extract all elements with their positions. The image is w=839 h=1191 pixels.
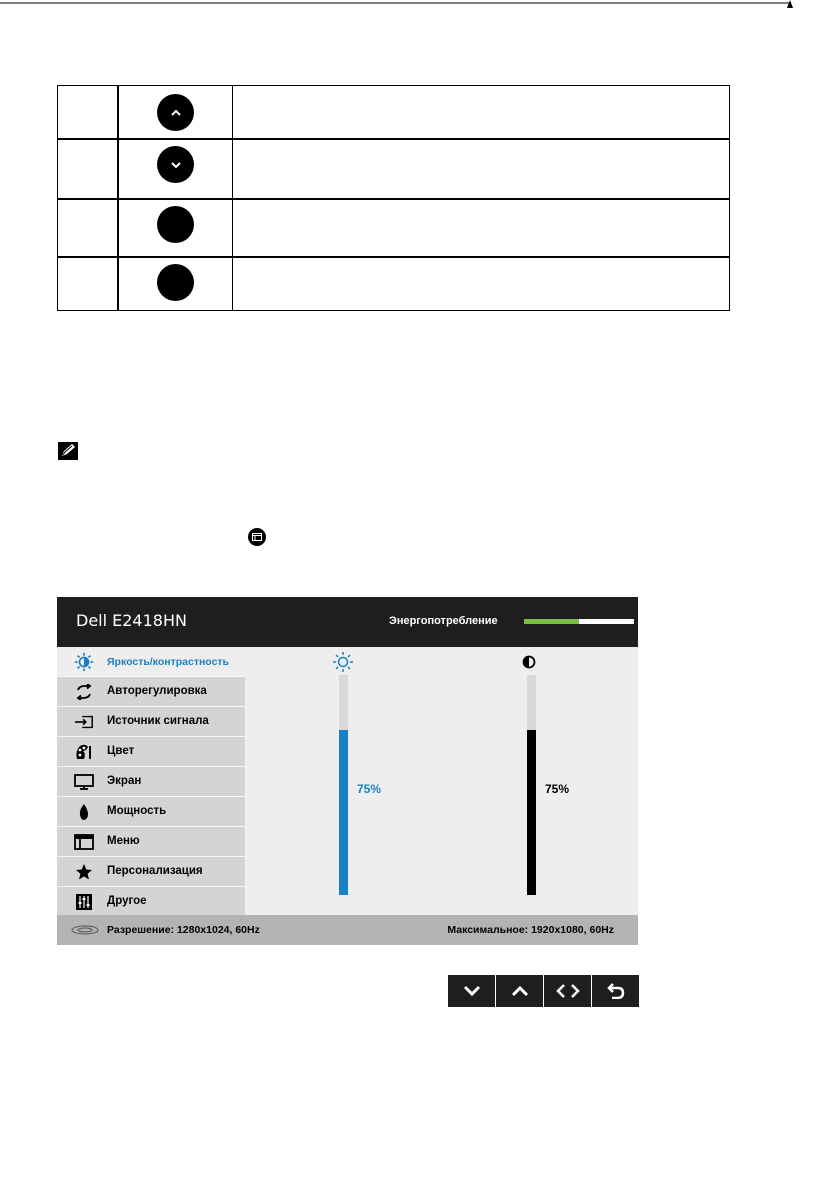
table-row [57, 138, 730, 198]
other-icon [74, 893, 94, 911]
menu-item-label: Источник сигнала [107, 715, 209, 727]
back-nav-button[interactable] [592, 975, 639, 1007]
menu-item-label: Меню [107, 835, 140, 847]
contrast-value: 75% [545, 782, 570, 796]
menu-item-menu[interactable] [57, 827, 245, 857]
sun-icon [332, 652, 354, 672]
back-icon [607, 983, 625, 999]
menu-item-label: Авторегулировка [107, 685, 207, 697]
menu-item-label: Другое [107, 895, 147, 907]
osd-menu [57, 647, 245, 917]
menu-item-label: Цвет [107, 745, 135, 757]
ok-button [157, 206, 194, 243]
up-nav-button[interactable] [496, 975, 543, 1007]
brightness-fill [339, 730, 348, 895]
menu-item-color[interactable] [57, 737, 245, 767]
brightness-contrast-icon [74, 653, 94, 671]
control-buttons-table [57, 85, 730, 311]
contrast-icon [522, 655, 536, 669]
menu-item-personalize[interactable] [57, 857, 245, 887]
color-icon [74, 743, 94, 761]
menu-icon [74, 833, 94, 851]
osd-nav-buttons [448, 975, 639, 1007]
menu-item-display[interactable] [57, 767, 245, 797]
contrast-fill [527, 730, 536, 895]
menu-item-power[interactable] [57, 797, 245, 827]
back-button [157, 264, 194, 301]
resolution-icon [71, 925, 99, 935]
power-icon [74, 803, 94, 821]
osd-footer [57, 915, 638, 945]
osd-header [57, 597, 638, 647]
table-row [57, 256, 730, 311]
brightness-slider[interactable] [339, 675, 348, 895]
energy-label: Энергопотребление [389, 615, 498, 627]
down-nav-button[interactable] [448, 975, 495, 1007]
table-row [57, 198, 730, 256]
menu-item-other[interactable] [57, 887, 245, 917]
note-pencil-icon [57, 441, 79, 461]
contrast-slider[interactable] [527, 675, 536, 895]
chevron-up-icon [169, 106, 183, 120]
chevron-up-icon [510, 984, 530, 998]
brightness-value: 75% [357, 782, 382, 796]
menu-item-auto-adjust[interactable] [57, 677, 245, 707]
input-source-icon [74, 713, 94, 731]
menu-item-label: Яркость/контрастность [107, 656, 230, 668]
table-row [57, 85, 730, 138]
left-right-icon [555, 983, 581, 999]
energy-meter [524, 619, 634, 624]
chevron-down-icon [462, 984, 482, 998]
menu-item-brightness-contrast[interactable] [57, 647, 245, 677]
chevron-down-icon [169, 158, 183, 172]
display-icon [74, 773, 94, 791]
menu-item-label: Мощность [107, 805, 167, 817]
menu-item-label: Персонализация [107, 865, 203, 877]
star-icon [74, 863, 94, 881]
menu-button-icon [248, 528, 266, 546]
menu-item-input-source[interactable] [57, 707, 245, 737]
auto-adjust-icon [74, 683, 94, 701]
max-resolution-text: Максимальное: 1920x1080, 60Hz [447, 924, 614, 936]
up-button [157, 94, 194, 131]
left-right-nav-button[interactable] [544, 975, 591, 1007]
menu-item-label: Экран [107, 775, 142, 787]
osd-screen [57, 597, 638, 945]
down-button [157, 146, 194, 183]
model-name: Dell E2418HN [76, 611, 187, 630]
resolution-text: Разрешение: 1280x1024, 60Hz [107, 924, 260, 936]
